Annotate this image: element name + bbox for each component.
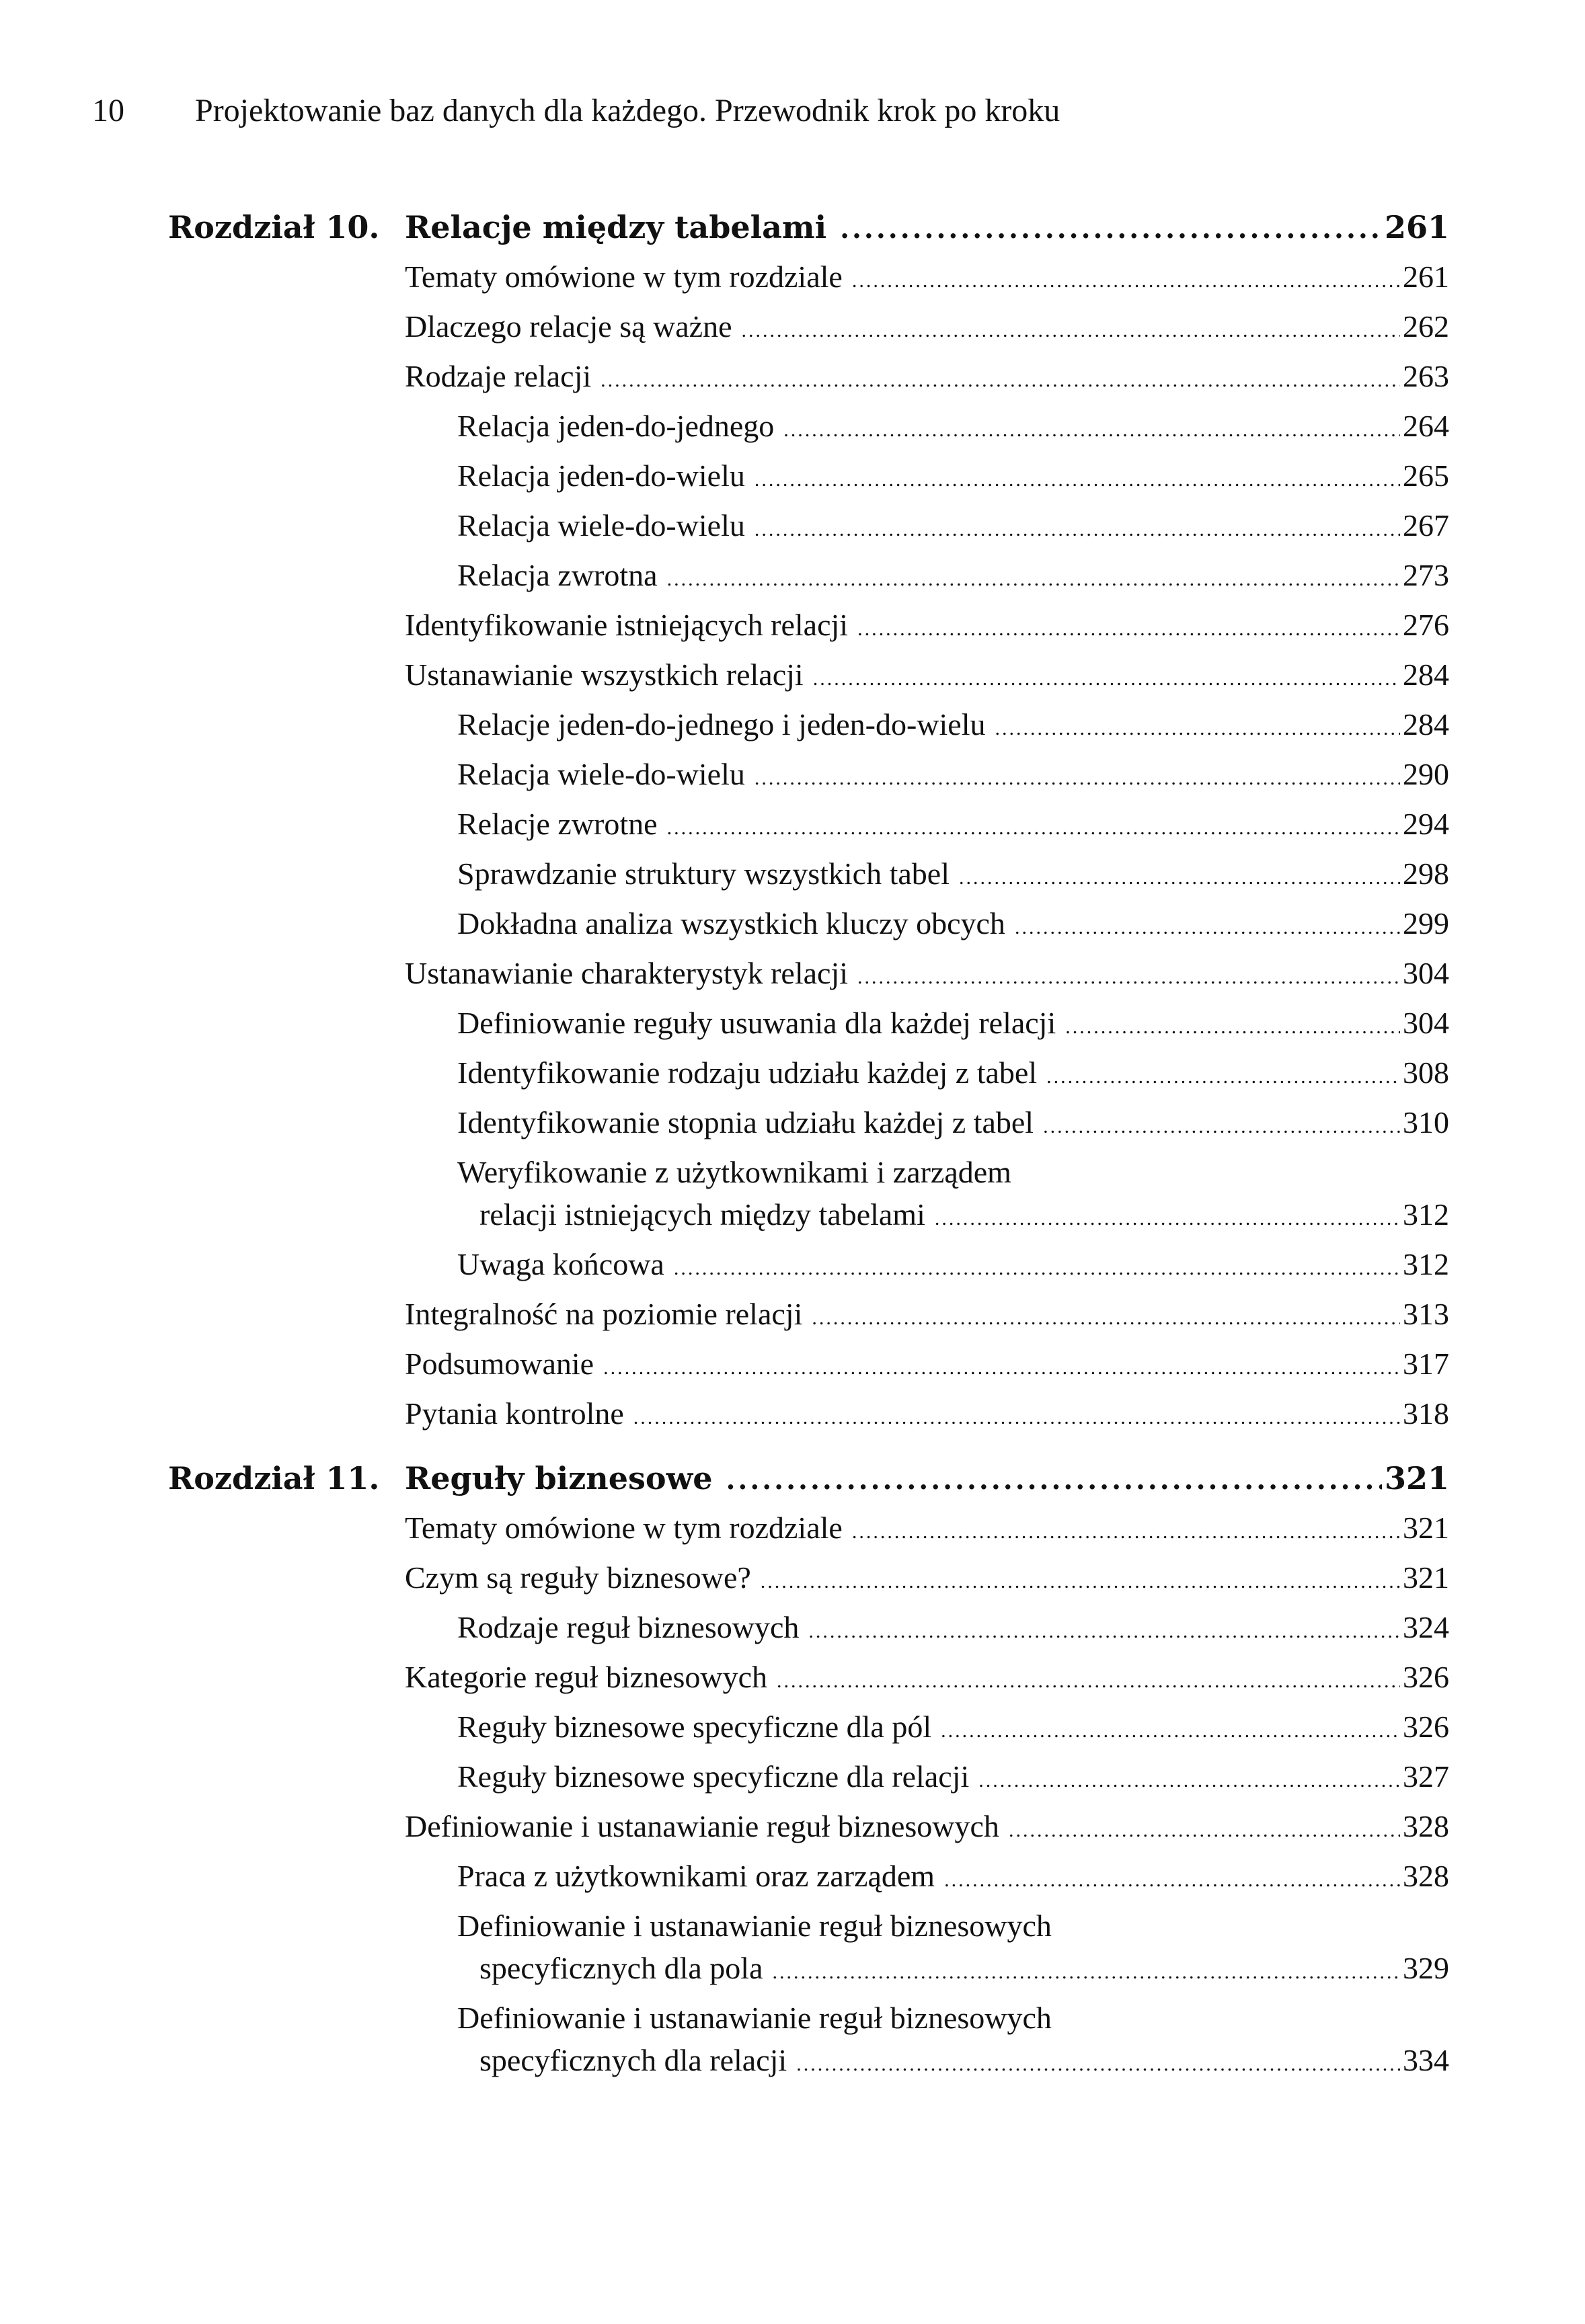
entry-title: Identyfikowanie istniejących relacji bbox=[405, 608, 849, 642]
dot-leader bbox=[812, 1293, 1400, 1343]
toc-entry bbox=[168, 352, 1449, 401]
entry-page: 321 bbox=[1403, 1560, 1449, 1595]
dot-leader bbox=[840, 204, 1382, 254]
dot-leader bbox=[1043, 1102, 1400, 1152]
chapter-label: Rozdział 10. bbox=[168, 209, 380, 245]
toc-entry bbox=[168, 899, 1449, 949]
toc-entry bbox=[168, 252, 1449, 302]
entry-page: 317 bbox=[1403, 1347, 1449, 1381]
dot-leader bbox=[941, 1706, 1400, 1756]
table-of-contents bbox=[168, 202, 1449, 2085]
toc-entry bbox=[168, 302, 1449, 352]
dot-leader bbox=[755, 455, 1400, 505]
toc-entry bbox=[168, 700, 1449, 750]
toc-entry bbox=[168, 1339, 1449, 1389]
entry-title: Reguły biznesowe specyficzne dla relacji bbox=[457, 1759, 970, 1794]
toc-entry-continuation bbox=[168, 2036, 1449, 2085]
entry-title-continued: specyficznych dla relacji bbox=[479, 2043, 787, 2077]
toc-entry bbox=[168, 1652, 1449, 1702]
entry-page: 304 bbox=[1403, 1006, 1449, 1040]
entry-page: 299 bbox=[1403, 906, 1449, 940]
toc-entry bbox=[168, 1289, 1449, 1339]
entry-page: 329 bbox=[1403, 1951, 1449, 1985]
entry-page: 328 bbox=[1403, 1859, 1449, 1893]
book-title: Projektowanie baz danych dla każdego. Przewodnik krok po kroku bbox=[195, 93, 1060, 128]
dot-leader bbox=[755, 754, 1400, 803]
entry-page: 326 bbox=[1403, 1660, 1449, 1694]
entry-page: 326 bbox=[1403, 1710, 1449, 1744]
entry-title: Dlaczego relacje są ważne bbox=[405, 309, 732, 344]
dot-leader bbox=[852, 256, 1400, 306]
entry-title: Ustanawianie wszystkich relacji bbox=[405, 657, 804, 692]
entry-title-continued: specyficznych dla pola bbox=[479, 1951, 763, 1985]
toc-entry bbox=[168, 1802, 1449, 1851]
toc-entry bbox=[168, 401, 1449, 451]
toc-entry bbox=[168, 1851, 1449, 1901]
entry-page: 276 bbox=[1403, 608, 1449, 642]
entry-page: 304 bbox=[1403, 956, 1449, 990]
toc-entry bbox=[168, 551, 1449, 600]
entry-title: Definiowanie i ustanawianie reguł biznesowych bbox=[457, 2001, 1052, 2035]
entry-page: 321 bbox=[1403, 1511, 1449, 1545]
entry-page: 294 bbox=[1403, 807, 1449, 841]
entry-page: 328 bbox=[1403, 1809, 1449, 1843]
dot-leader bbox=[633, 1393, 1400, 1443]
chapter-label: Rozdział 11. bbox=[168, 1460, 380, 1496]
toc-entry bbox=[168, 949, 1449, 998]
dot-leader bbox=[761, 1557, 1400, 1607]
dot-leader bbox=[1046, 1052, 1400, 1102]
toc-entry bbox=[168, 1048, 1449, 1098]
entry-title: Tematy omówione w tym rozdziale bbox=[405, 1511, 843, 1545]
entry-title: Tematy omówione w tym rozdziale bbox=[405, 259, 843, 294]
dot-leader bbox=[1009, 1806, 1400, 1855]
toc-entry bbox=[168, 600, 1449, 650]
entry-title: Rodzaje reguł biznesowych bbox=[457, 1610, 800, 1644]
entry-page: 318 bbox=[1403, 1396, 1449, 1431]
entry-title: Ustanawianie charakterystyk relacji bbox=[405, 956, 849, 990]
page-number: 10 bbox=[92, 93, 124, 128]
entry-page: 263 bbox=[1403, 359, 1449, 393]
dot-leader bbox=[852, 1507, 1400, 1557]
entry-title: Identyfikowanie stopnia udziału każdej z tabel bbox=[457, 1105, 1034, 1139]
entry-title: Definiowanie i ustanawianie reguł biznesowych bbox=[405, 1809, 999, 1843]
toc-entry bbox=[168, 1752, 1449, 1802]
entry-title: Relacje zwrotne bbox=[457, 807, 658, 841]
dot-leader bbox=[674, 1244, 1400, 1293]
toc-entry bbox=[168, 501, 1449, 551]
entry-page: 308 bbox=[1403, 1055, 1449, 1090]
dot-leader bbox=[601, 356, 1400, 405]
dot-leader bbox=[995, 704, 1400, 754]
entry-title: Relacje jeden-do-jednego i jeden-do-wielu bbox=[457, 707, 986, 742]
dot-leader bbox=[935, 1194, 1400, 1244]
chapter-page: 321 bbox=[1384, 1460, 1449, 1496]
entry-title: Sprawdzanie struktury wszystkich tabel bbox=[457, 856, 950, 891]
dot-leader bbox=[978, 1756, 1400, 1806]
toc-entry bbox=[168, 998, 1449, 1048]
entry-title: Identyfikowanie rodzaju udziału każdej z tabel bbox=[457, 1055, 1038, 1090]
entry-title: Relacja jeden-do-jednego bbox=[457, 409, 775, 443]
chapter-heading bbox=[168, 202, 1449, 252]
dot-leader bbox=[603, 1343, 1400, 1393]
entry-page: 264 bbox=[1403, 409, 1449, 443]
dot-leader bbox=[813, 654, 1400, 704]
entry-page: 267 bbox=[1403, 508, 1449, 543]
toc-entry bbox=[168, 750, 1449, 799]
dot-leader bbox=[857, 604, 1400, 654]
entry-title: Definiowanie reguły usuwania dla każdej relacji bbox=[457, 1006, 1056, 1040]
entry-page: 313 bbox=[1403, 1297, 1449, 1331]
entry-title: Relacja zwrotna bbox=[457, 558, 658, 592]
dot-leader bbox=[742, 306, 1400, 356]
toc-entry bbox=[168, 1098, 1449, 1148]
entry-page: 327 bbox=[1403, 1759, 1449, 1794]
dot-leader bbox=[783, 405, 1400, 455]
dot-leader bbox=[808, 1607, 1400, 1656]
chapter-title: Relacje między tabelami bbox=[405, 209, 827, 245]
dot-leader bbox=[777, 1656, 1400, 1706]
toc-entry bbox=[168, 650, 1449, 700]
entry-title: Weryfikowanie z użytkownikami i zarządem bbox=[457, 1155, 1011, 1189]
entry-title: Integralność na poziomie relacji bbox=[405, 1297, 803, 1331]
toc-entry bbox=[168, 1553, 1449, 1603]
entry-page: 290 bbox=[1403, 757, 1449, 791]
toc-entry bbox=[168, 1503, 1449, 1553]
entry-page: 310 bbox=[1403, 1105, 1449, 1139]
chapter-page: 261 bbox=[1384, 209, 1449, 245]
dot-leader bbox=[959, 853, 1400, 903]
running-header bbox=[92, 89, 1060, 133]
dot-leader bbox=[667, 803, 1400, 853]
toc-entry bbox=[168, 799, 1449, 849]
dot-leader bbox=[726, 1455, 1382, 1505]
entry-page: 312 bbox=[1403, 1247, 1449, 1281]
entry-page: 284 bbox=[1403, 707, 1449, 742]
chapter-heading bbox=[168, 1453, 1449, 1503]
toc-entry bbox=[168, 451, 1449, 501]
entry-title: Podsumowanie bbox=[405, 1347, 594, 1381]
chapter-title: Reguły biznesowe bbox=[405, 1460, 713, 1496]
toc-entry-continuation bbox=[168, 1190, 1449, 1240]
toc-entry bbox=[168, 1603, 1449, 1652]
entry-title: Definiowanie i ustanawianie reguł biznesowych bbox=[457, 1909, 1052, 1943]
dot-leader bbox=[772, 1948, 1400, 1997]
entry-title-continued: relacji istniejących między tabelami bbox=[479, 1197, 925, 1232]
entry-title: Dokładna analiza wszystkich kluczy obcych bbox=[457, 906, 1005, 940]
entry-title: Uwaga końcowa bbox=[457, 1247, 664, 1281]
dot-leader bbox=[755, 505, 1400, 555]
toc-entry bbox=[168, 1702, 1449, 1752]
entry-page: 265 bbox=[1403, 458, 1449, 493]
entry-page: 312 bbox=[1403, 1197, 1449, 1232]
entry-page: 262 bbox=[1403, 309, 1449, 344]
entry-page: 324 bbox=[1403, 1610, 1449, 1644]
entry-title: Praca z użytkownikami oraz zarządem bbox=[457, 1859, 935, 1893]
entry-title: Rodzaje relacji bbox=[405, 359, 592, 393]
entry-page: 261 bbox=[1403, 259, 1449, 294]
entry-page: 334 bbox=[1403, 2043, 1449, 2077]
entry-page: 273 bbox=[1403, 558, 1449, 592]
dot-leader bbox=[857, 953, 1400, 1002]
entry-title: Relacja jeden-do-wielu bbox=[457, 458, 745, 493]
entry-page: 298 bbox=[1403, 856, 1449, 891]
toc-entry bbox=[168, 1240, 1449, 1289]
dot-leader bbox=[667, 555, 1400, 604]
toc-entry-continuation bbox=[168, 1944, 1449, 1993]
dot-leader bbox=[1065, 1002, 1400, 1052]
entry-title: Czym są reguły biznesowe? bbox=[405, 1560, 751, 1595]
dot-leader bbox=[1015, 903, 1400, 953]
entry-title: Pytania kontrolne bbox=[405, 1396, 624, 1431]
entry-title: Kategorie reguł biznesowych bbox=[405, 1660, 768, 1694]
entry-title: Relacja wiele-do-wielu bbox=[457, 757, 745, 791]
entry-title: Relacja wiele-do-wielu bbox=[457, 508, 745, 543]
toc-entry bbox=[168, 849, 1449, 899]
dot-leader bbox=[796, 2040, 1400, 2089]
entry-page: 284 bbox=[1403, 657, 1449, 692]
dot-leader bbox=[944, 1855, 1400, 1905]
toc-entry bbox=[168, 1389, 1449, 1439]
entry-title: Reguły biznesowe specyficzne dla pól bbox=[457, 1710, 932, 1744]
